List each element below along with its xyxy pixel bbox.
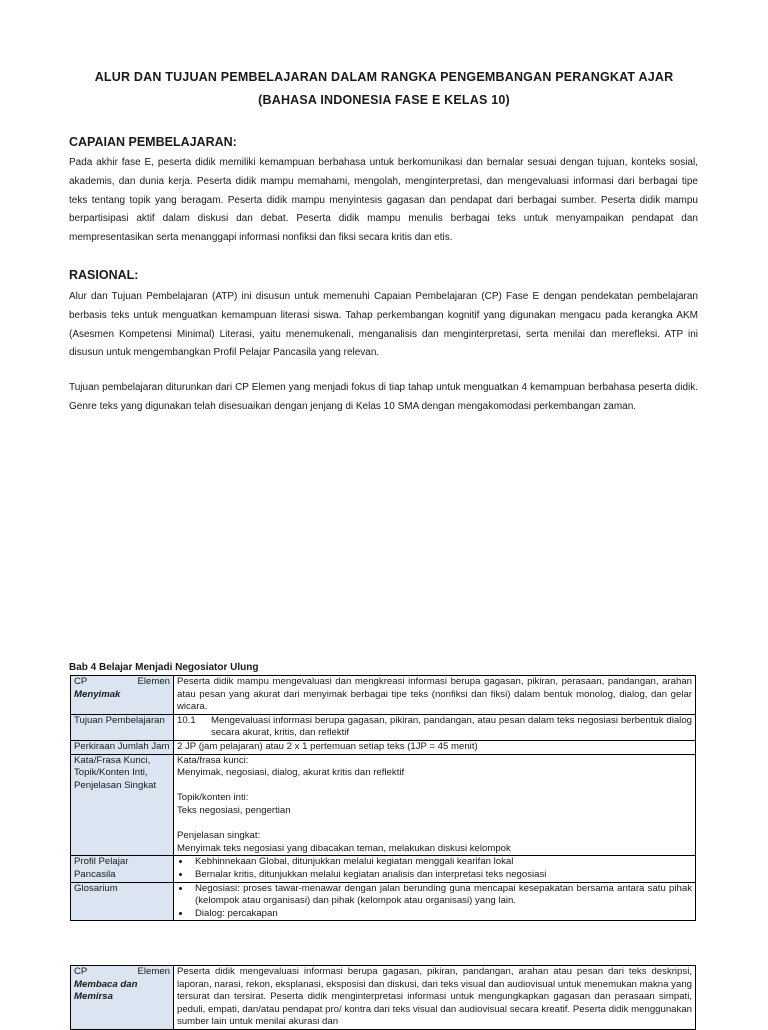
cp-label-element: Membaca dan Memirsa: [74, 978, 138, 1003]
kata-text-cell: [174, 754, 696, 856]
kata-label-cell: Kata/Frasa Kunci, Topik/Konten Inti, Penjelasan Singkat: [71, 754, 174, 856]
kata-text: Menyimak, negosiasi, dialog, akurat kritis dan reflektif: [177, 767, 405, 779]
table-row: [71, 740, 696, 754]
table-row: [71, 754, 696, 856]
cp-label-element: Menyimak: [74, 688, 121, 700]
tujuan-number: 10.1: [177, 714, 196, 726]
table-row: [71, 714, 696, 740]
cp-label-cell: [71, 676, 174, 715]
topik-heading: Topik/konten inti:: [177, 792, 249, 804]
penjelasan-text: Menyimak teks negosiasi yang dibacakan teman, melakukan diskusi kelompok: [177, 842, 511, 854]
rasional-paragraph-2: Tujuan pembelajaran diturunkan dari CP Elemen yang menjadi fokus di tiap tahap untuk menguatkan 4 kemampuan berbahasa peserta didik. Genre teks yang digunakan telah disesuaikan dengan jenjang di Kelas 10 SMA dengan mengakomodasi perkembangan zaman.: [69, 382, 698, 412]
list-item: • Dialog: percakapan: [191, 908, 692, 921]
jam-text-cell: 2 JP (jam pelajaran) atau 2 x 1 pertemuan setiap teks (1JP = 45 menit): [174, 740, 696, 754]
list-item: • Bernalar kritis, ditunjukkan melalui kegiatan analisis dan interpretasi teks negosiasi: [191, 869, 692, 882]
tujuan-text-cell: [174, 714, 696, 740]
table-row: [71, 966, 696, 1030]
cp-label-a: CP: [74, 676, 88, 687]
cp-text-cell: Peserta didik mampu mengevaluasi dan mengkreasi informasi berupa gagasan, pikiran, perasaan, pandangan, arahan atau pesan yang akurat dari menyimak berbagai tipe teks (nonfiksi dan fiksi) dalam bentuk monolog, dialog, dan gelar wicara.: [174, 676, 696, 715]
cp-label-b: Elemen: [137, 966, 170, 977]
cp-text-cell: Peserta didik mengevaluasi informasi berupa gagasan, pikiran, pandangan, arahan atau pesan dari teks deskripsi, laporan, narasi, rekon, eksplanasi, eksposisi dan diskusi, dari teks visual dan audiovisual untuk menemukan makna yang tersurat dan tersirat. Peserta didik menginterpretasi informasi untuk mengungkapkan gagasan dan perasaan simpati, peduli, empati, dan/atau pendapat pro/ kontra dari teks visual dan audiovisual secara kreatif. Peserta didik menggunakan sumber lain untuk menilai akurasi dan: [174, 966, 696, 1030]
jam-label-cell: Perkiraan Jumlah Jam: [71, 740, 174, 754]
profil-label-cell: Profil Pelajar Pancasila: [71, 856, 174, 882]
cp-table-membaca: [70, 965, 696, 1030]
profil-text-cell: [174, 856, 696, 882]
cp-label-b: Elemen: [137, 676, 170, 687]
doc-title-line2: (BAHASA INDONESIA FASE E KELAS 10): [258, 93, 510, 107]
rasional-heading: RASIONAL:: [69, 268, 139, 282]
penjelasan-heading: Penjelasan singkat:: [177, 830, 261, 842]
rasional-paragraph-1: Alur dan Tujuan Pembelajaran (ATP) ini disusun untuk memenuhi Capaian Pembelajaran (CP) Fase E dengan pendekatan pembelajaran berbasis teks untuk menguatkan kemampuan literasi siswa. Tahap perkembangan kognitif yang digunakan mengacu pada kerangka AKM (Asesmen Kompetensi Minimal) Literasi, yaitu menemukenali, menganalisis dan menginterpretasi, serta menilai dan merefleksi. ATP ini disusun untuk mengembangkan Profil Pelajar Pancasila yang relevan.: [69, 291, 698, 359]
doc-title-line1: ALUR DAN TUJUAN PEMBELAJARAN DALAM RANGKA PENGEMBANGAN PERANGKAT AJAR: [94, 70, 674, 84]
glosarium-label-cell: Glosarium: [71, 882, 174, 921]
cp-label-a: CP: [74, 966, 88, 977]
kata-heading: Kata/frasa kunci:: [177, 754, 249, 766]
topik-text: Teks negosiasi, pengertian: [177, 804, 291, 816]
cp-table-menyimak: [70, 675, 696, 921]
bab-label: Bab 4 Belajar Menjadi Negosiator Ulung: [69, 662, 259, 673]
tujuan-text: Mengevaluasi informasi berupa gagasan, pikiran, pandangan, atau pesan dalam teks negosiasi berbentuk dialog secara akurat, kritis, dan reflektif: [211, 714, 692, 739]
list-item: • Negosiasi: proses tawar-menawar dengan jalan berunding guna mencapai kesepakatan bersama antara satu pihak (kelompok atau organisasi) dan pihak (kelompok atau organisasi) yang lain.: [191, 883, 692, 908]
table-row: [71, 856, 696, 882]
table-row: [71, 676, 696, 715]
list-item: • Kebhinnekaan Global, ditunjukkan melalui kegiatan menggali kearifan lokal: [191, 856, 692, 869]
table-row: [71, 882, 696, 921]
cp-label-cell: [71, 966, 174, 1030]
glosarium-text-cell: [174, 882, 696, 921]
tujuan-label-cell: Tujuan Pembelajaran: [71, 714, 174, 740]
capaian-heading: CAPAIAN PEMBELAJARAN:: [69, 135, 237, 149]
capaian-paragraph: Pada akhir fase E, peserta didik memiliki kemampuan berbahasa untuk berkomunikasi dan bernalar sesuai dengan tujuan, konteks sosial, akademis, dan dunia kerja. Peserta didik mampu memahami, mengolah, menginterpretasi, dan mengevaluasi informasi dari berbagai tipe teks tentang topik yang beragam. Peserta didik mampu menyintesis gagasan dan pendapat dari berbagai sumber. Peserta didik mampu berpartisipasi aktif dalam diskusi dan debat. Peserta didik mampu menulis berbagai teks untuk menyampaikan pendapat dan mempresentasikan serta menanggapi informasi nonfiksi dan fiksi secara kritis dan etis.: [69, 157, 698, 244]
